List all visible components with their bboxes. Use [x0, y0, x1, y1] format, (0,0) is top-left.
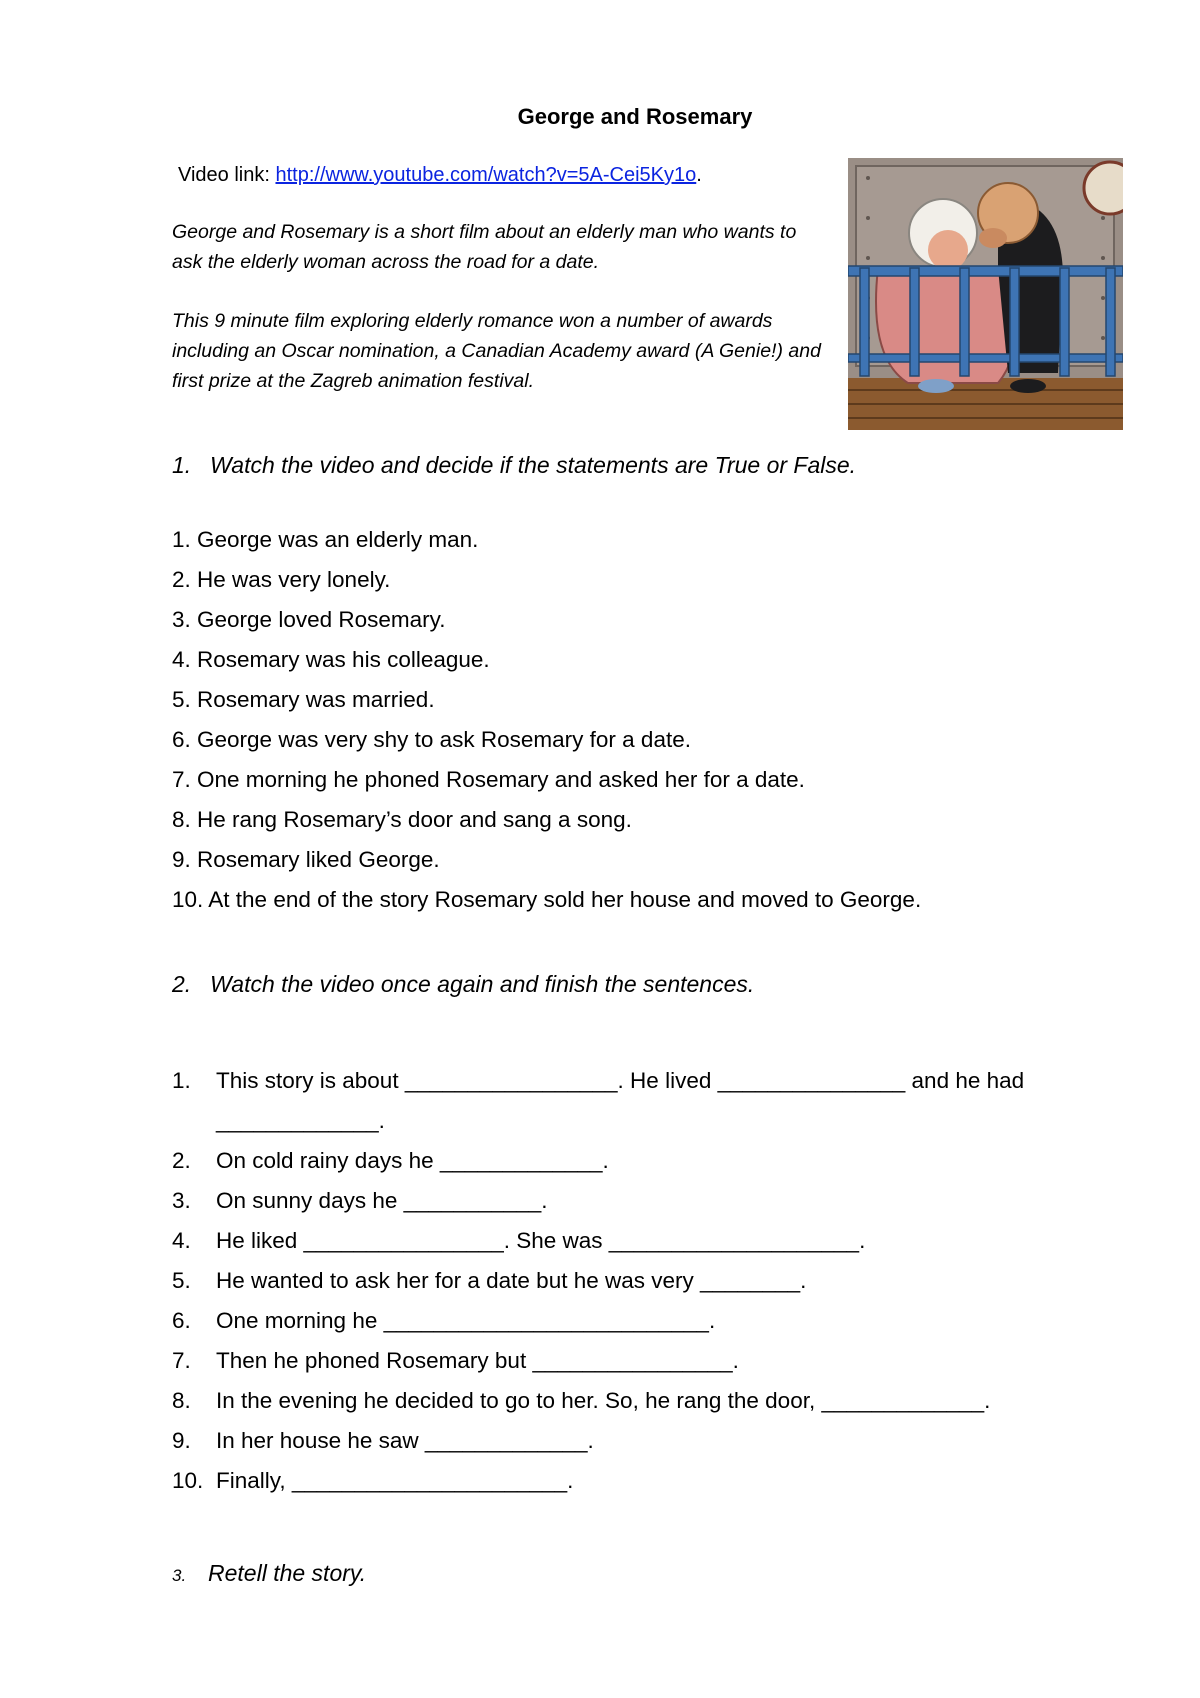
- finish-sentences-list: [172, 1061, 1112, 1501]
- sentence-number: 7.: [172, 1348, 191, 1373]
- sentence-text: He liked ________________. She was ____________________.: [216, 1228, 866, 1253]
- task-2-number: 2.: [172, 971, 192, 997]
- sentence-item: [172, 1421, 1112, 1461]
- sentence-item: [172, 1061, 1112, 1141]
- sentence-number: 4.: [172, 1228, 191, 1253]
- sentence-number: 9.: [172, 1428, 191, 1453]
- sentence-text: Finally, ______________________.: [216, 1468, 574, 1493]
- sentence-number: 1.: [172, 1068, 191, 1093]
- statement-item: 2. He was very lonely.: [172, 567, 391, 592]
- task-3-heading: [172, 1560, 366, 1587]
- sentence-text: He wanted to ask her for a date but he was very ________.: [216, 1268, 807, 1293]
- statement-item: 6. George was very shy to ask Rosemary for a date.: [172, 727, 691, 752]
- sentence-item: [172, 1221, 1112, 1261]
- intro-paragraph-1: George and Rosemary is a short film about an elderly man who wants to ask the elderly woman across the road for a date.: [172, 221, 797, 273]
- video-link[interactable]: http://www.youtube.com/watch?v=5A-Cei5Ky1o: [275, 164, 697, 186]
- sentence-item: [172, 1301, 1112, 1341]
- sentence-number: 5.: [172, 1268, 191, 1293]
- sentence-text: One morning he __________________________.: [216, 1308, 716, 1333]
- sentence-number: 2.: [172, 1148, 191, 1173]
- sentence-text: On sunny days he ___________.: [216, 1188, 548, 1213]
- statement-item: 3. George loved Rosemary.: [172, 607, 446, 632]
- film-still-image: [848, 158, 1123, 430]
- task-2-heading-text: Watch the video once again and finish the sentences.: [210, 971, 755, 997]
- sentence-item: [172, 1181, 1112, 1221]
- statement-item: 5. Rosemary was married.: [172, 687, 435, 712]
- video-link-line: [178, 164, 702, 187]
- video-link-label: Video link:: [178, 164, 276, 186]
- sentence-item: [172, 1141, 1112, 1181]
- statement-item: 7. One morning he phoned Rosemary and asked her for a date.: [172, 767, 805, 792]
- sentence-number: 3.: [172, 1188, 191, 1213]
- statement-item: 10. At the end of the story Rosemary sold her house and moved to George.: [172, 887, 922, 912]
- sentence-item: [172, 1341, 1112, 1381]
- sentence-text: On cold rainy days he _____________.: [216, 1148, 609, 1173]
- sentence-item: [172, 1261, 1112, 1301]
- page-title: George and Rosemary: [517, 104, 753, 129]
- sentence-item: [172, 1381, 1112, 1421]
- statement-item: 9. Rosemary liked George.: [172, 847, 440, 872]
- sentence-number: 6.: [172, 1308, 191, 1333]
- sentence-text: Then he phoned Rosemary but ________________.: [216, 1348, 739, 1373]
- sentence-text: In her house he saw _____________.: [216, 1428, 594, 1453]
- video-link-period: .: [696, 164, 702, 186]
- sentence-text: This story is about _________________. He lived _______________ and he had _____________.: [216, 1068, 1025, 1133]
- sentence-number: 8.: [172, 1388, 191, 1413]
- task-3-heading-text: Retell the story.: [208, 1560, 367, 1586]
- statement-item: 8. He rang Rosemary’s door and sang a song.: [172, 807, 632, 832]
- sentence-text: In the evening he decided to go to her. So, he rang the door, _____________.: [216, 1388, 991, 1413]
- sentence-item: [172, 1461, 1112, 1501]
- task-3-number: 3.: [172, 1566, 187, 1585]
- sentence-number: 10.: [172, 1468, 204, 1493]
- intro-paragraph-2: This 9 minute film exploring elderly romance won a number of awards including an Oscar nomination, a Canadian Academy award (A Genie!) and first prize at the Zagreb animation festival.: [172, 310, 821, 392]
- task-1-number: 1.: [172, 452, 192, 478]
- image-wall-sign: [1084, 162, 1123, 214]
- task-1-heading-text: Watch the video and decide if the statements are True or False.: [210, 452, 857, 478]
- task-1-heading: [172, 452, 856, 479]
- image-railing-top: [848, 266, 1123, 276]
- task-2-heading: [172, 971, 754, 998]
- image-dress: [876, 268, 1016, 383]
- statement-item: 1. George was an elderly man.: [172, 527, 479, 552]
- statement-item: 4. Rosemary was his colleague.: [172, 647, 490, 672]
- true-false-statements: [172, 524, 921, 924]
